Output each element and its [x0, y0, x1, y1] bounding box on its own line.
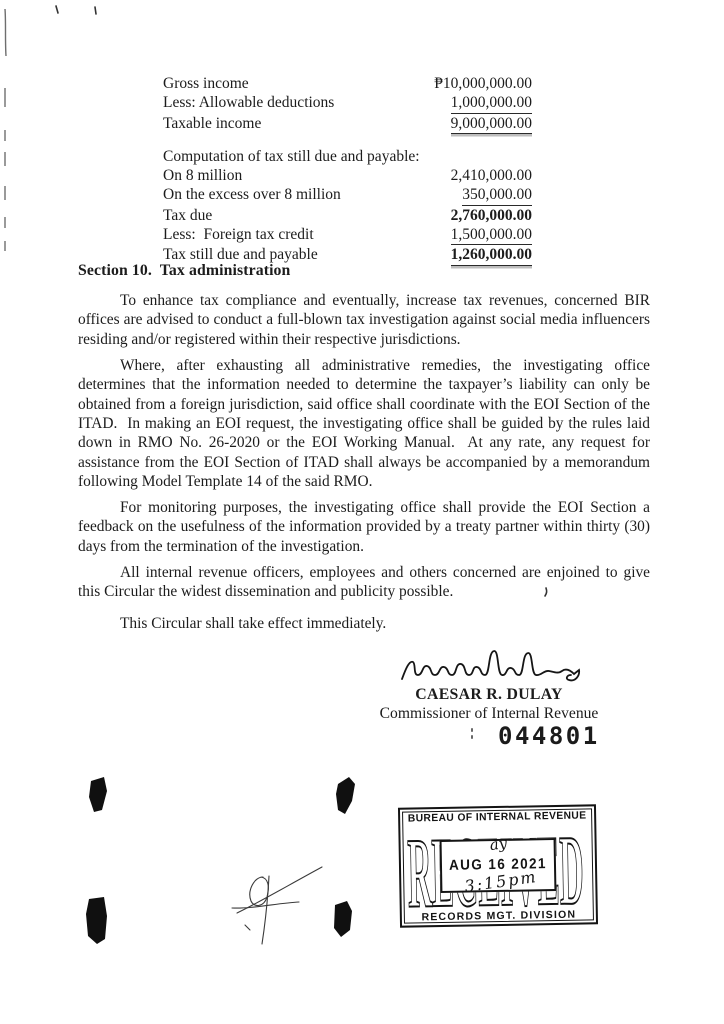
paragraph: To enhance tax compliance and eventually, increase tax revenues, concerned BIR offices are advised to conduct a full-blown tax investigation against social media influencers residing and/or registered within their respective jurisdictions.: [78, 292, 650, 348]
paragraph: This Circular shall take effect immediately.: [120, 614, 387, 632]
table-row: [163, 166, 532, 185]
received-stamp: [398, 804, 598, 927]
section-heading: Section 10. Tax administration: [78, 262, 291, 279]
row-amount: 2,760,000.00: [450, 206, 532, 224]
table-row: [163, 206, 532, 225]
row-amount: 1,500,000.00: [451, 225, 532, 245]
subheading-label: Computation of tax still due and payable:: [163, 147, 420, 165]
table-spacer: [163, 134, 532, 147]
row-label: On the excess over 8 million: [163, 186, 341, 204]
row-label: Taxable income: [163, 114, 262, 132]
row-amount: 350,000.00: [462, 185, 532, 205]
row-label: Tax still due and payable: [163, 246, 318, 264]
stamp-date: AUG 16 2021: [448, 856, 548, 874]
stamp-handwritten-initials: ay: [488, 833, 509, 855]
ink-smudge: [86, 777, 355, 944]
stamp-handwritten-time: 3:15pm: [463, 866, 539, 896]
row-amount: 1,000,000.00: [451, 93, 532, 113]
row-label: Tax due: [163, 206, 213, 224]
signature-block: [368, 686, 610, 723]
stamp-header: BUREAU OF INTERNAL REVENUE: [407, 809, 587, 825]
stamp-footer: RECORDS MGT. DIVISION: [421, 908, 577, 924]
row-label: Less: Allowable deductions: [163, 94, 335, 112]
table-subheading: [163, 147, 532, 166]
table-row: [163, 93, 532, 113]
table-row: [163, 114, 532, 134]
row-label: On 8 million: [163, 167, 243, 185]
table-row: [163, 74, 532, 93]
margin-artifact: [5, 9, 6, 251]
row-amount: ₱10,000,000.00: [434, 75, 532, 92]
signatory-name: CAESAR R. DULAY: [415, 686, 563, 703]
pen-scribble: [232, 867, 322, 944]
row-label: Less: Foreign tax credit: [163, 226, 314, 244]
table-row: [163, 185, 532, 205]
table-row: [163, 225, 532, 245]
tax-computation-table: [163, 74, 532, 266]
paragraph: For monitoring purposes, the investigating office shall provide the EOI Section a feedback on the usefulness of the information provided by a treaty partner within thirty (30) days from the termination of the investigation.: [78, 499, 650, 555]
signature-stroke: [398, 644, 584, 688]
row-label: Gross income: [163, 75, 249, 92]
row-amount: 2,410,000.00: [450, 167, 532, 185]
paragraph: Where, after exhausting all administrative remedies, the investigating office determines that the information needed to determine the taxpayer’s liability can only be obtained from a foreign jurisdiction, said office shall coordinate with the EOI Section of the ITAD. In making an EOI request, the investigating office shall be guided by the rules laid down in RMO No. 26-2020 or the EOI Working Manual. At any rate, any request for assistance from the EOI Section of ITAD shall always be accompanied by a memorandum following Model Template 14 of the said RMO.: [78, 356, 650, 491]
paragraph: All internal revenue officers, employees and others concerned are enjoined to give this Circular the widest dissemination and publicity possible.: [78, 563, 650, 601]
section-body: [78, 291, 650, 640]
row-amount: 1,260,000.00: [451, 245, 532, 265]
row-amount: 9,000,000.00: [451, 114, 532, 134]
stamp-date-box: [440, 833, 557, 896]
control-number: 044801: [498, 722, 600, 750]
signatory-title: Commissioner of Internal Revenue: [379, 705, 599, 722]
